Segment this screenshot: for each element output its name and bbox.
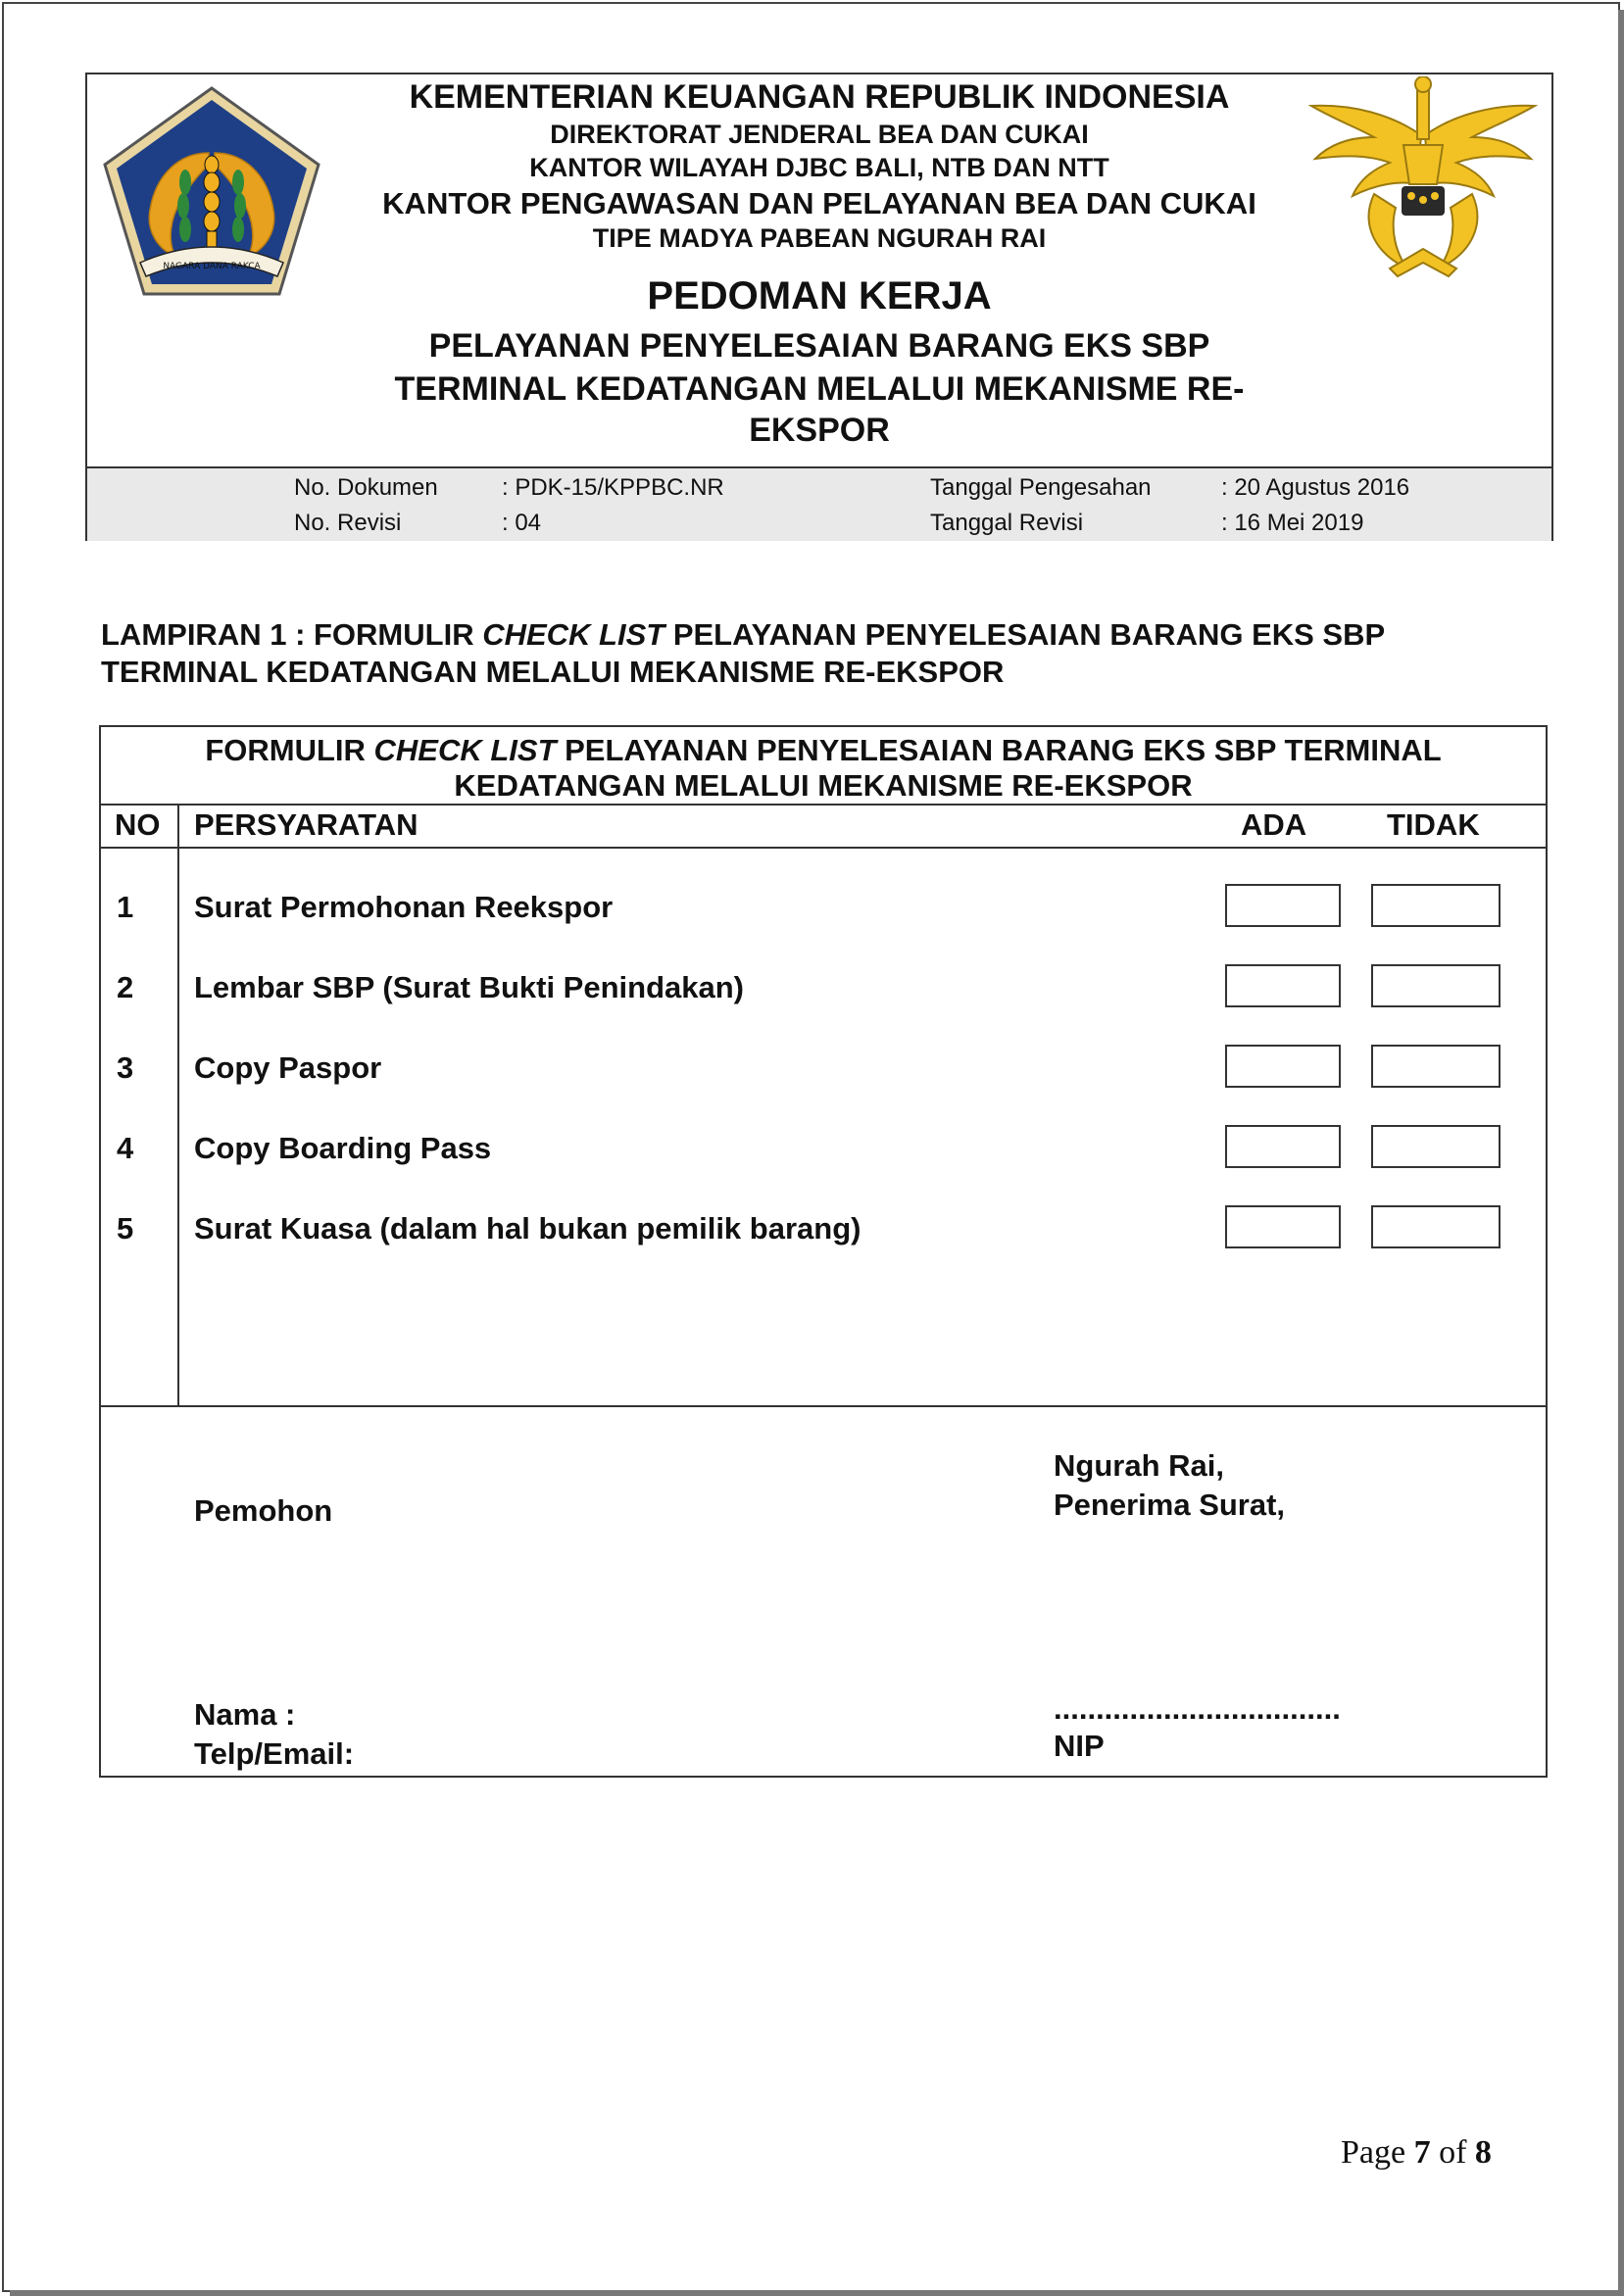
row-4-number: 4 xyxy=(117,1131,134,1165)
page-shadow-right xyxy=(1618,10,1624,2296)
form-divider-header xyxy=(101,847,1546,849)
document-subtitle-1: PELAYANAN PENYELESAIAN BARANG EKS SBP xyxy=(428,327,1210,365)
applicant-label: Pemohon xyxy=(194,1493,333,1528)
document-subtitle-2: TERMINAL KEDATANGAN MELALUI MEKANISME RE- xyxy=(394,370,1245,408)
tanggal-pengesahan-label: Tanggal Pengesahan xyxy=(930,474,1152,501)
no-revisi-label: No. Revisi xyxy=(294,510,402,536)
form-column-divider xyxy=(177,804,179,1407)
row-1-ada-checkbox[interactable] xyxy=(1225,884,1341,927)
document-header xyxy=(85,73,1553,541)
checklist-form xyxy=(99,725,1548,1778)
office-title: KANTOR PENGAWASAN DAN PELAYANAN BEA DAN CUKAI xyxy=(382,186,1256,220)
form-title-suffix: PELAYANAN PENYELESAIAN BARANG EKS SBP TERMINAL xyxy=(556,733,1442,767)
form-divider-title xyxy=(101,804,1546,806)
row-5-ada-checkbox[interactable] xyxy=(1225,1205,1341,1248)
form-title-line-1 xyxy=(101,733,1546,768)
regional-office-title: KANTOR WILAYAH DJBC BALI, NTB DAN NTT xyxy=(529,153,1109,182)
page-shadow-bottom xyxy=(10,2290,1624,2296)
document-meta-bar xyxy=(87,466,1551,541)
no-dokumen-label: No. Dokumen xyxy=(294,474,438,501)
row-3-tidak-checkbox[interactable] xyxy=(1371,1045,1501,1088)
lampiran-suffix: PELAYANAN PENYELESAIAN BARANG EKS SBP xyxy=(664,617,1386,652)
form-divider-signature xyxy=(101,1405,1546,1407)
row-3-ada-checkbox[interactable] xyxy=(1225,1045,1341,1088)
left-logo-text: NAGARA DANA RAKCA xyxy=(163,262,261,271)
page-mid: of xyxy=(1430,2134,1475,2171)
page-prefix: Page xyxy=(1341,2134,1414,2171)
row-4-ada-checkbox[interactable] xyxy=(1225,1125,1341,1168)
row-1-label: Surat Permohonan Reekspor xyxy=(194,890,614,924)
no-revisi-value: : 04 xyxy=(502,510,542,536)
nip-label: NIP xyxy=(1054,1729,1105,1763)
ministry-title: KEMENTERIAN KEUANGAN REPUBLIK INDONESIA xyxy=(409,78,1230,116)
form-title-italic: CHECK LIST xyxy=(373,733,557,767)
name-label: Nama : xyxy=(194,1697,296,1732)
directorate-title: DIREKTORAT JENDERAL BEA DAN CUKAI xyxy=(550,120,1089,149)
row-4-label: Copy Boarding Pass xyxy=(194,1131,492,1165)
row-2-label: Lembar SBP (Surat Bukti Penindakan) xyxy=(194,970,744,1004)
row-1-number: 1 xyxy=(117,890,134,924)
lampiran-prefix: LAMPIRAN 1 : FORMULIR xyxy=(101,617,483,652)
receiver-label: Penerima Surat, xyxy=(1054,1488,1286,1522)
no-dokumen-value: : PDK-15/KPPBC.NR xyxy=(502,474,724,501)
page-current: 7 xyxy=(1413,2134,1431,2171)
lampiran-heading-line-2: TERMINAL KEDATANGAN MELALUI MEKANISME RE-EKSPOR xyxy=(101,655,1005,689)
lampiran-italic: CHECK LIST xyxy=(482,617,665,652)
tanggal-revisi-label: Tanggal Revisi xyxy=(930,510,1084,536)
form-title-prefix: FORMULIR xyxy=(205,733,374,767)
column-header-persyaratan: PERSYARATAN xyxy=(194,807,418,842)
row-2-number: 2 xyxy=(117,970,134,1004)
row-2-ada-checkbox[interactable] xyxy=(1225,964,1341,1007)
document-subtitle-3: EKSPOR xyxy=(749,412,890,449)
row-4-tidak-checkbox[interactable] xyxy=(1371,1125,1501,1168)
tanggal-pengesahan-value: : 20 Agustus 2016 xyxy=(1221,474,1410,501)
column-header-tidak: TIDAK xyxy=(1387,807,1480,842)
tanggal-revisi-value: : 16 Mei 2019 xyxy=(1221,510,1364,536)
lampiran-heading-line-1 xyxy=(101,617,1385,653)
page-number xyxy=(1341,2134,1492,2172)
document-title: PEDOMAN KERJA xyxy=(647,274,992,318)
row-3-label: Copy Paspor xyxy=(194,1050,382,1085)
office-type-title: TIPE MADYA PABEAN NGURAH RAI xyxy=(592,223,1047,253)
row-5-number: 5 xyxy=(117,1211,134,1246)
row-1-tidak-checkbox[interactable] xyxy=(1371,884,1501,927)
place-label: Ngurah Rai, xyxy=(1054,1448,1224,1483)
row-5-tidak-checkbox[interactable] xyxy=(1371,1205,1501,1248)
column-header-no: NO xyxy=(115,807,161,842)
page-total: 8 xyxy=(1474,2134,1492,2171)
row-2-tidak-checkbox[interactable] xyxy=(1371,964,1501,1007)
row-3-number: 3 xyxy=(117,1050,134,1085)
form-title-line-2: KEDATANGAN MELALUI MEKANISME RE-EKSPOR xyxy=(454,768,1193,803)
column-header-ada: ADA xyxy=(1241,807,1307,842)
row-5-label: Surat Kuasa (dalam hal bukan pemilik barang) xyxy=(194,1211,861,1246)
signature-dots: .................................. xyxy=(1054,1691,1341,1726)
contact-label: Telp/Email: xyxy=(194,1736,355,1771)
